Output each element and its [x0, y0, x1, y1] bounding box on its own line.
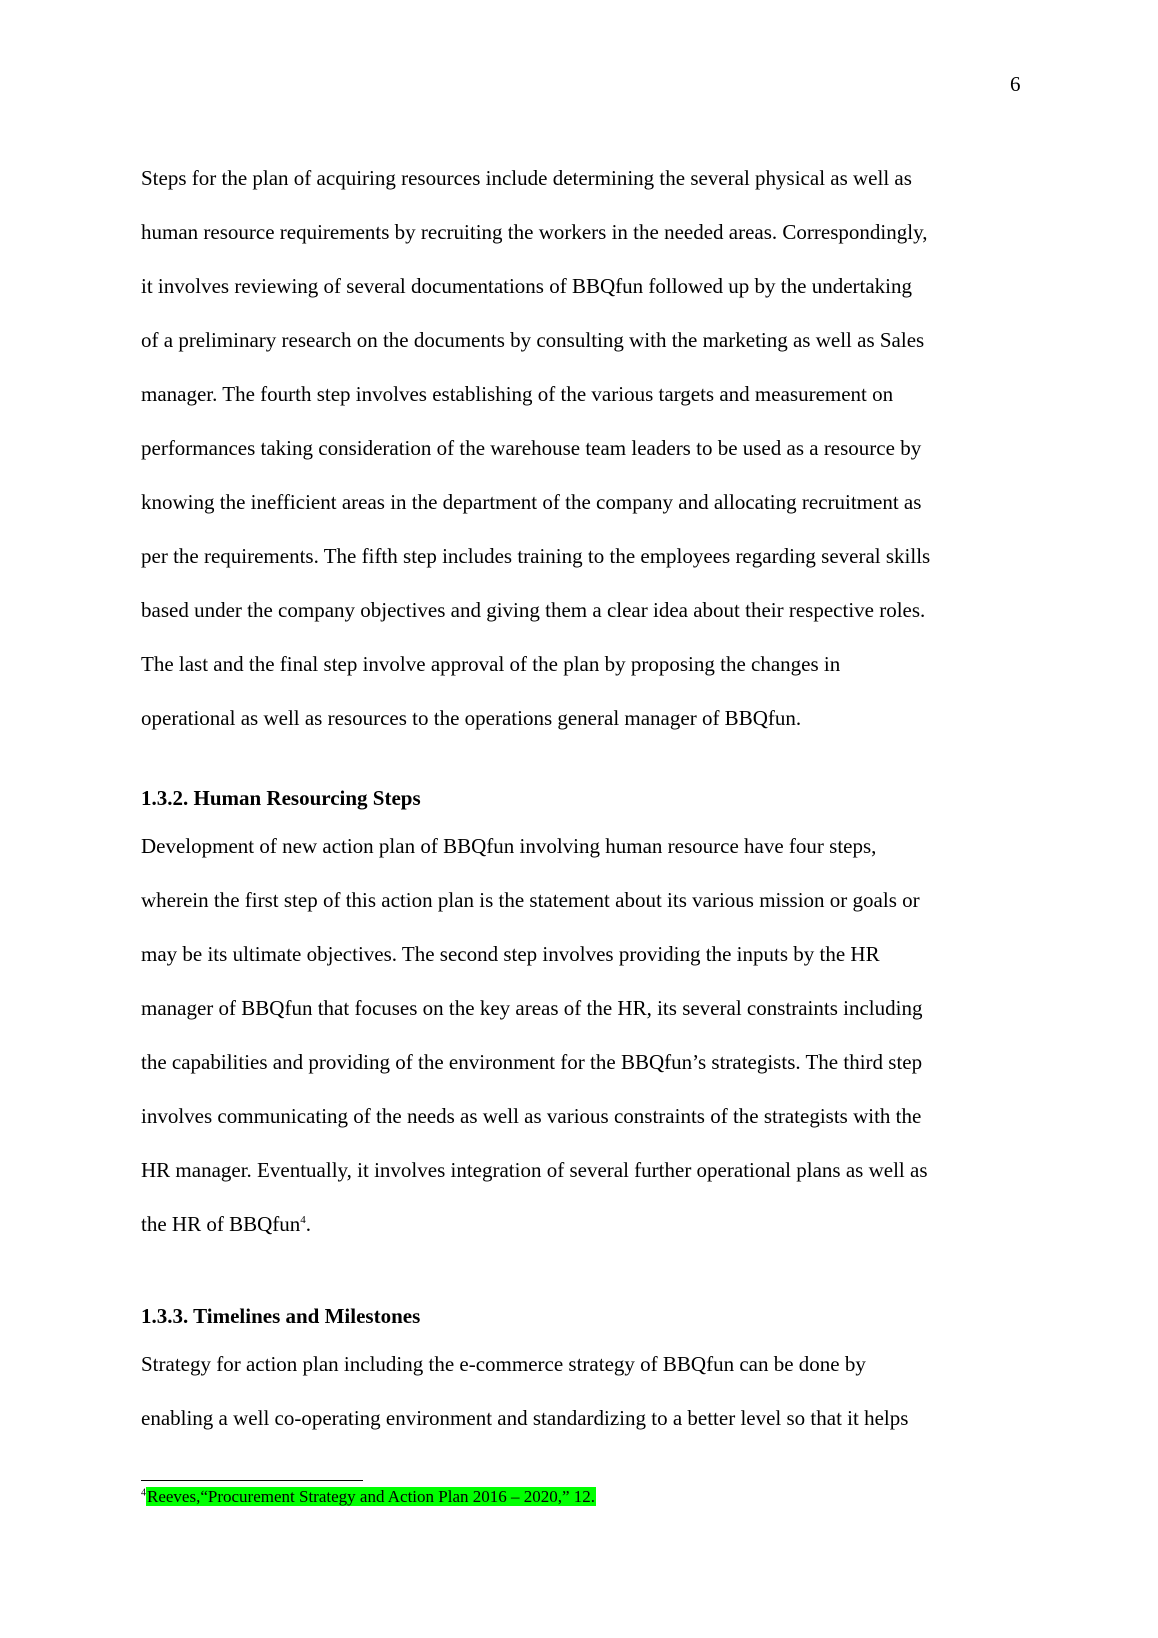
- body-paragraph-resource-acquisition: [141, 164, 1041, 758]
- text-line: operational as well as resources to the operations general manager of BBQfun.: [141, 706, 802, 730]
- footnote-reference[interactable]: 4: [300, 1214, 306, 1226]
- text-line: wherein the first step of this action plan is the statement about its various mission or goals or: [141, 888, 920, 912]
- text-line: human resource requirements by recruiting the workers in the needed areas. Correspondingly,: [141, 220, 928, 244]
- text-line-with-footnote-ref: [141, 1210, 1041, 1264]
- footnote-text-highlighted: Reeves,“Procurement Strategy and Action Plan 2016 – 2020,” 12.: [147, 1487, 596, 1506]
- section-heading-timelines-milestones: 1.3.3. Timelines and Milestones: [141, 1304, 421, 1328]
- page-number: 6: [1010, 72, 1021, 96]
- text-line: Steps for the plan of acquiring resources include determining the several physical as well as: [141, 166, 912, 190]
- text-line: Strategy for action plan including the e-commerce strategy of BBQfun can be done by: [141, 1352, 866, 1376]
- text-line: performances taking consideration of the warehouse team leaders to be used as a resource by: [141, 436, 922, 460]
- body-paragraph-timelines: [141, 1350, 1041, 1458]
- text-line: the capabilities and providing of the environment for the BBQfun’s strategists. The third step: [141, 1050, 923, 1074]
- footnote-marker: 4: [141, 1487, 146, 1499]
- footnote-separator: [141, 1480, 363, 1481]
- text-line: knowing the inefficient areas in the department of the company and allocating recruitment as: [141, 490, 922, 514]
- body-paragraph-human-resourcing: [141, 832, 1041, 1264]
- text-line: HR manager. Eventually, it involves integration of several further operational plans as well as: [141, 1158, 928, 1182]
- text-line: of a preliminary research on the documents by consulting with the marketing as well as Sales: [141, 328, 925, 352]
- text-line: based under the company objectives and giving them a clear idea about their respective roles.: [141, 598, 926, 622]
- text-line: Development of new action plan of BBQfun involving human resource have four steps,: [141, 834, 877, 858]
- text-line: manager. The fourth step involves establishing of the various targets and measurement on: [141, 382, 894, 406]
- section-heading-human-resourcing-steps: 1.3.2. Human Resourcing Steps: [141, 786, 421, 810]
- text-line: involves communicating of the needs as well as various constraints of the strategists with the: [141, 1104, 922, 1128]
- text-line: manager of BBQfun that focuses on the key areas of the HR, its several constraints including: [141, 996, 923, 1020]
- text-line: may be its ultimate objectives. The second step involves providing the inputs by the HR: [141, 942, 880, 966]
- footnote: [141, 1486, 596, 1508]
- text-line: enabling a well co-operating environment and standardizing to a better level so that it helps: [141, 1406, 909, 1430]
- text-line: per the requirements. The fifth step includes training to the employees regarding several skills: [141, 544, 931, 568]
- text-fragment: .: [305, 1212, 311, 1236]
- text-line: The last and the final step involve approval of the plan by proposing the changes in: [141, 652, 841, 676]
- text-line: it involves reviewing of several documentations of BBQfun followed up by the undertaking: [141, 274, 913, 298]
- text-fragment: the HR of BBQfun: [141, 1212, 301, 1236]
